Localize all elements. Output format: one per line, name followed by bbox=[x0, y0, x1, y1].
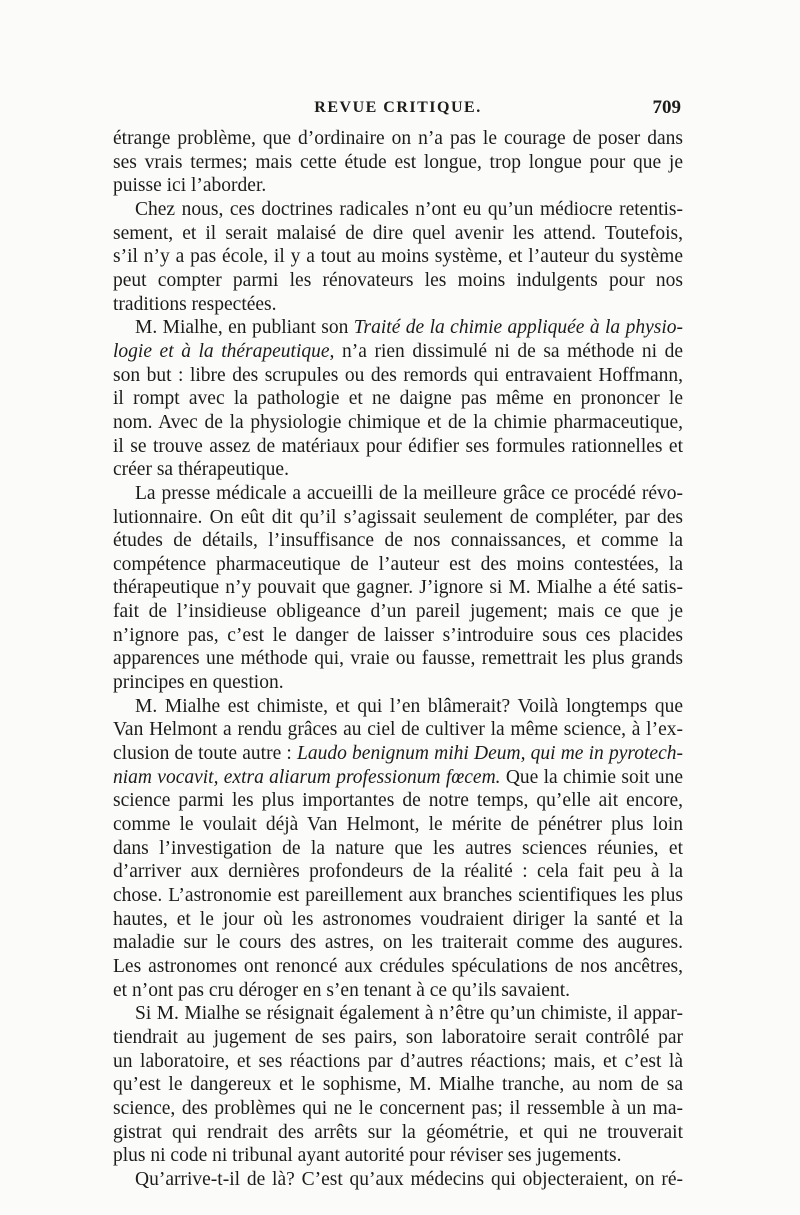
text-line: nom. Avec de la physiologie chimique et de la chimie pharmaceutique, bbox=[113, 411, 683, 433]
paragraph bbox=[113, 482, 683, 695]
text-line: M. Mialhe, en publiant son Traité de la chimie appliquée à la physio- bbox=[135, 317, 683, 339]
running-title: REVUE CRITIQUE. bbox=[314, 99, 482, 116]
text-line: fait de l’insidieuse obligeance d’un pareil jugement; mais ce que je bbox=[113, 601, 683, 623]
text-line: études de détails, l’insuffisance de nos connaissances, et comme la bbox=[113, 530, 683, 552]
paragraph bbox=[113, 1168, 683, 1192]
text-line: Les astronomes ont renoncé aux crédules spéculations de nos ancêtres, bbox=[113, 955, 683, 977]
italic-title: Laudo benignum mihi Deum, qui me in pyrotech- bbox=[297, 743, 683, 765]
text-line: il rompt avec la pathologie et ne daigne pas même en prononcer le bbox=[113, 388, 683, 410]
text-line: peut compter parmi les rénovateurs les moins indulgents pour nos bbox=[113, 269, 683, 291]
text-line: créer sa thérapeutique. bbox=[113, 459, 289, 481]
italic-title: Traité de la chimie appliquée à la physio- bbox=[353, 317, 683, 339]
text-line: sement, et il serait malaisé de dire quel avenir les attend. Toutefois, bbox=[113, 222, 683, 244]
text-line: plus ni code ni tribunal ayant autorité pour réviser ses jugements. bbox=[113, 1145, 622, 1167]
text-line: gistrat qui rendrait des arrêts sur la géométrie, et qui ne trouverait bbox=[113, 1121, 683, 1143]
page-number: 709 bbox=[652, 97, 681, 118]
text-line: dans l’investigation de la nature que les autres sciences réunies, et bbox=[113, 837, 683, 859]
text-line: son but : libre des scrupules ou des remords qui entravaient Hoffmann, bbox=[113, 364, 683, 386]
text-line: M. Mialhe est chimiste, et qui l’en blâmerait? Voilà longtemps que bbox=[135, 695, 683, 717]
text-line: puisse ici l’aborder. bbox=[113, 175, 267, 197]
text-line: science, des problèmes qui ne le concernent pas; il ressemble à un ma- bbox=[113, 1097, 683, 1119]
text-line: chose. L’astronomie est pareillement aux branches scientifiques les plus bbox=[113, 885, 683, 906]
text-line: ses vrais termes; mais cette étude est longue, trop longue pour que je bbox=[113, 151, 683, 173]
text-line: Si M. Mialhe se résignait également à n’être qu’un chimiste, il appar- bbox=[135, 1003, 683, 1025]
text-line: un laboratoire, et ses réactions par d’autres réactions; mais, et c’est là bbox=[113, 1050, 683, 1072]
text-line: qu’est le dangereux et le sophisme, M. Mialhe tranche, au nom de sa bbox=[113, 1074, 683, 1096]
text-line: et n’ont pas cru déroger en s’en tenant à ce qu’ils savaient. bbox=[113, 979, 570, 1001]
paragraph bbox=[113, 198, 683, 316]
text-line: n’ignore pas, c’est le danger de laisser s’introduire sous ces placides bbox=[113, 624, 683, 646]
text-line: science parmi les plus importantes de notre temps, qu’elle ait encore, bbox=[113, 790, 683, 812]
italic-title: niam vocavit, extra aliarum professionum fœcem. bbox=[113, 766, 501, 788]
text-line: s’il n’y a pas école, il y a tout au moins système, et l’auteur du système bbox=[113, 246, 683, 268]
text-line: niam vocavit, extra aliarum professionum fœcem. Que la chimie soit une bbox=[113, 766, 683, 788]
text-line: d’arriver aux dernières profondeurs de la réalité : cela fait peu à la bbox=[113, 861, 683, 883]
text-line: maladie sur le cours des astres, on les traiterait comme des augures. bbox=[113, 932, 683, 954]
italic-title: logie et à la thérapeutique, bbox=[113, 340, 335, 362]
text-line: traditions respectées. bbox=[113, 293, 277, 315]
paragraph bbox=[113, 316, 683, 482]
text-line: Chez nous, ces doctrines radicales n’ont eu qu’un médiocre retentis- bbox=[135, 198, 683, 220]
text-line: principes en question. bbox=[113, 672, 284, 694]
text-line: il se trouve assez de matériaux pour édifier ses formules rationnelles et bbox=[113, 435, 683, 457]
text-line: Van Helmont a rendu grâces au ciel de cultiver la même science, à l’ex- bbox=[113, 719, 683, 741]
text-line: comme le voulait déjà Van Helmont, le mérite de pénétrer plus loin bbox=[113, 814, 683, 836]
body-text bbox=[113, 127, 683, 1192]
text-line: étrange problème, que d’ordinaire on n’a pas le courage de poser dans bbox=[113, 128, 683, 149]
paragraph bbox=[113, 695, 683, 1003]
book-page bbox=[113, 93, 683, 1192]
text-line: logie et à la thérapeutique, n’a rien dissimulé ni de sa méthode ni de bbox=[113, 340, 683, 362]
paragraph bbox=[113, 127, 683, 198]
text-line: Qu’arrive-t-il de là? C’est qu’aux médecins qui objecteraient, on ré- bbox=[135, 1168, 683, 1190]
text-line: tiendrait au jugement de ses pairs, son laboratoire serait contrôlé par bbox=[113, 1026, 683, 1048]
text-line: clusion de toute autre : Laudo benignum mihi Deum, qui me in pyrotech- bbox=[113, 743, 683, 765]
text-line: lutionnaire. On eût dit qu’il s’agissait seulement de compléter, par des bbox=[113, 506, 683, 528]
text-line: apparences une méthode qui, vraie ou fausse, remettrait les plus grands bbox=[113, 648, 683, 670]
text-line: hautes, et le jour où les astronomes voudraient diriger la santé et la bbox=[113, 908, 683, 930]
text-line: thérapeutique n’y pouvait que gagner. J’ignore si M. Mialhe a été satis- bbox=[113, 577, 683, 599]
paragraph bbox=[113, 1002, 683, 1168]
running-head bbox=[113, 93, 683, 123]
text-line: La presse médicale a accueilli de la meilleure grâce ce procédé révo- bbox=[135, 482, 683, 504]
text-line: compétence pharmaceutique de l’auteur est des moins contestées, la bbox=[113, 553, 683, 575]
